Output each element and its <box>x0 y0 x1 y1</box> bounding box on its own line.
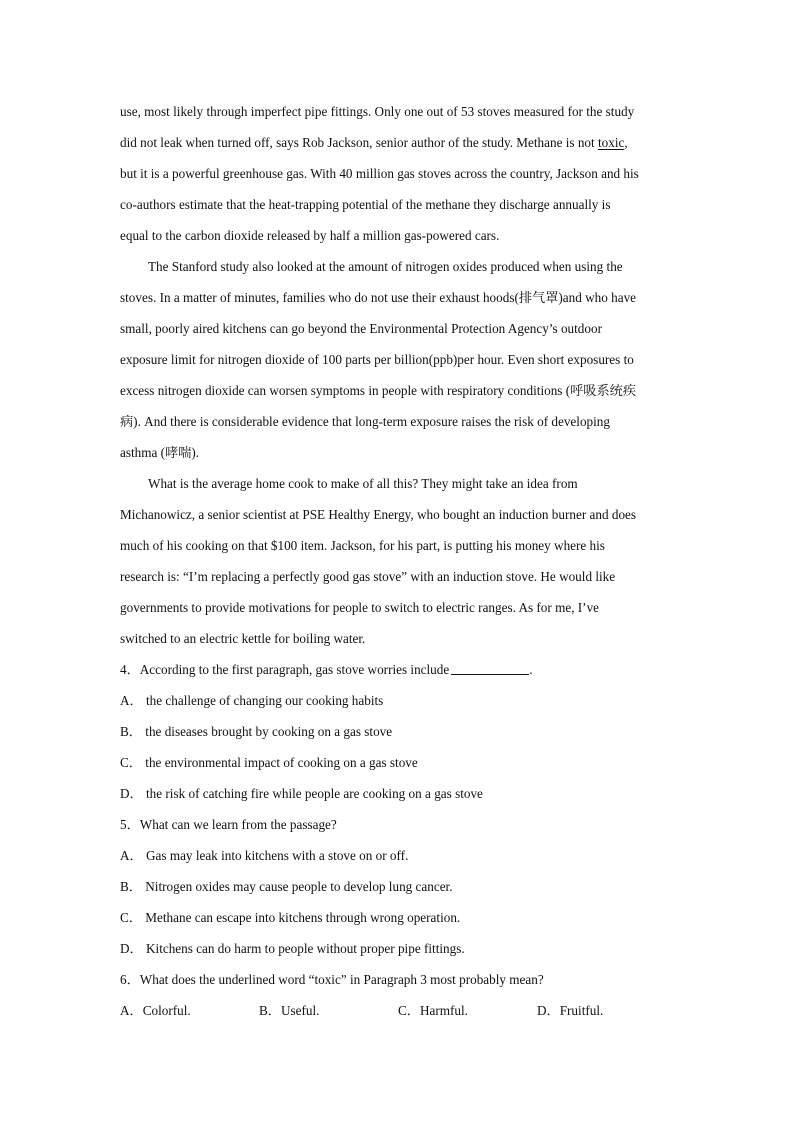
option-c: C． the environmental impact of cooking on a gas stove <box>120 755 418 770</box>
text-line: switched to an electric kettle for boiling water. <box>120 631 366 646</box>
question-stem: 6．What does the underlined word “toxic” in Paragraph 3 most probably mean? <box>120 972 544 987</box>
text-line <box>120 220 676 251</box>
question-6 <box>120 964 676 1026</box>
question-stem: 5．What can we learn from the passage? <box>120 817 337 832</box>
text-line: The Stanford study also looked at the amount of nitrogen oxides produced when using the <box>148 259 623 274</box>
option-d: D．Fruitful. <box>537 1003 604 1018</box>
paragraph-2 <box>120 251 676 468</box>
text-line <box>120 96 676 127</box>
option-d: D． the risk of catching fire while people are cooking on a gas stove <box>120 786 483 801</box>
text-span: equal to the carbon dioxide released by half a million gas-powered cars. <box>120 228 500 243</box>
text-line: excess nitrogen dioxide can worsen symptoms in people with respiratory conditions (呼吸系统疾 <box>120 383 637 398</box>
underlined-word-toxic: toxic <box>597 135 625 150</box>
option-a: A．Colorful. <box>120 1003 191 1018</box>
option-b: B．Useful. <box>259 1003 320 1018</box>
answer-blank <box>451 660 529 675</box>
stem-end: . <box>529 662 533 677</box>
text-line: much of his cooking on that $100 item. Jackson, for his part, is putting his money where his <box>120 538 605 553</box>
text-span: use, most likely through imperfect pipe fittings. Only one out of 53 stoves measured for the study <box>120 104 635 119</box>
text-line: research is: “I’m replacing a perfectly good gas stove” with an induction stove. He would like <box>120 569 616 584</box>
text-line: exposure limit for nitrogen dioxide of 100 parts per billion(ppb)per hour. Even short exposures to <box>120 352 634 367</box>
option-c: C． Methane can escape into kitchens through wrong operation. <box>120 910 461 925</box>
text-line: governments to provide motivations for people to switch to electric ranges. As for me, I’ve <box>120 600 600 615</box>
text-span: but it is a powerful greenhouse gas. With 40 million gas stoves across the country, Jackson and his <box>120 166 639 181</box>
text-span: co-authors estimate that the heat-trapping potential of the methane they discharge annually is <box>120 197 611 212</box>
text-line: What is the average home cook to make of all this? They might take an idea from <box>148 476 578 491</box>
text-span: did not leak when turned off, says Rob Jackson, senior author of the study. Methane is not <box>120 135 598 150</box>
option-a: A． Gas may leak into kitchens with a stove on or off. <box>120 848 409 863</box>
text-span: , <box>624 135 628 150</box>
text-line <box>120 189 676 220</box>
text-line <box>120 158 676 189</box>
paragraph-1 <box>120 96 676 251</box>
text-line: stoves. In a matter of minutes, families who do not use their exhaust hoods(排气罩)and who have <box>120 290 637 305</box>
option-c: C．Harmful. <box>398 1003 468 1018</box>
paragraph-3 <box>120 468 676 654</box>
options-row <box>120 995 676 1026</box>
stem-text: 4．According to the first paragraph, gas stove worries include <box>120 662 450 677</box>
text-line: small, poorly aired kitchens can go beyond the Environmental Protection Agency’s outdoor <box>120 321 602 336</box>
question-stem <box>120 654 676 685</box>
text-line: Michanowicz, a senior scientist at PSE Healthy Energy, who bought an induction burner and does <box>120 507 637 522</box>
document-page <box>120 96 676 1026</box>
question-4 <box>120 654 676 809</box>
text-line <box>120 127 676 158</box>
text-line: 病). And there is considerable evidence that long-term exposure raises the risk of developing <box>120 414 610 429</box>
option-b: B． the diseases brought by cooking on a gas stove <box>120 724 393 739</box>
option-b: B． Nitrogen oxides may cause people to develop lung cancer. <box>120 879 453 894</box>
question-5 <box>120 809 676 964</box>
option-a: A． the challenge of changing our cooking habits <box>120 693 384 708</box>
text-line: asthma (哮喘). <box>120 445 200 460</box>
option-d: D． Kitchens can do harm to people without proper pipe fittings. <box>120 941 465 956</box>
